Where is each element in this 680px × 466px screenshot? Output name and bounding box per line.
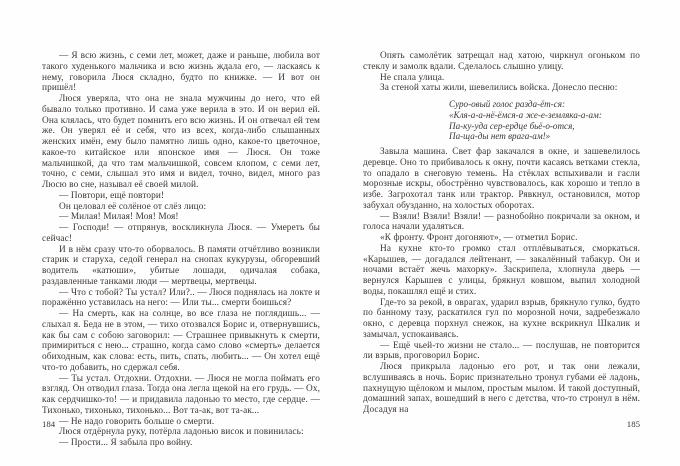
page-right-text-bottom — [363, 147, 640, 416]
song-verse — [449, 99, 640, 142]
paragraph: — Не надо говорить больше о смерти. — [59, 416, 215, 427]
paragraph: — Что с тобой? Ты устал? Или?.. — Люся поднялась на локте и поражённо уставилась на него: — Или ты... смерти боишься? — [42, 287, 320, 309]
page-number-right: 185 — [626, 419, 640, 429]
paragraph: — На смерть, как на солнце, во все глаза не поглядишь... — слыхал я. Беда не в этом, — тихо отозвался Борис и, отвернувшись, как бы сам с собою заговорил: — Страшнее привыкнуть к смерти, примириться с нею... страшно, когда само слово «смерть» делается обиходным, как слова: есть, пить, спать, любить... — Он хотел ещё что-то добавить, но сдержал себя. — [42, 309, 320, 373]
song-line: Па-ща-ды нет врага-ам!» — [449, 131, 551, 142]
page-left-text — [42, 51, 320, 449]
paragraph: Где-то за рекой, в оврагах, ударил взрыв, брякнуло гулко, будто по банному тазу, раскатился гул по морозной ночи, задребезжало окно, с деревца порхнул снежок, на кухне вскрикнул Шкалик и замычал, успокаиваясь. — [363, 297, 640, 340]
paragraph: — Повтори, ещё повтори! — [59, 190, 165, 201]
song-line: Па-ку-уда сер-ердце бьё-о-отся, — [449, 120, 575, 131]
paragraph: Не спала улица. — [380, 72, 445, 83]
paragraph: На кухне кто-то громко стал отплёвываться, сморкаться. «Карышев, — догадался лейтенант, — закалённый табакур. Он и ночами встаёт жечь махорку». Заскрипела, хлопнула дверь — вернулся Карышев с улицы, брякнул ковшом, выпил холодной воды, покашлял ещё и стих. — [363, 243, 640, 297]
page-number-left: 184 — [42, 419, 56, 429]
page-right-text-top — [363, 51, 640, 94]
paragraph: — Ты устал. Отдохни. Отдохни. — Люся не могла поймать его взгляд. Он отводил глаза. Тогда она легла щекой на его грудь. — Ох, как сердчишко-то! — и придавила ладонью то место, где сердце. — Тихонько, тихонько, тихонько... Вот та-ак, вот та-ак... — [42, 373, 320, 416]
paragraph: Завыла машина. Свет фар закачался в окне, и зашевелилось деревце. Оно то прибивалось к окну, почти касаясь ветками стекла, то опадало в снеговую темень. На стёклах вспыхивали и гасли морозные искры, обострённо чувствовалось, как хорошо и тепло в избе. Загрохотал танк или трактор. Рявкнул, остановился, мотор забухал обузданно, на холостых оборотах. — [363, 147, 640, 211]
paragraph: «К фронту. Фронт догоняют», — отметил Борис. — [380, 233, 578, 243]
paragraph: — Господи! — отпрянув, воскликнула Люся. — Умереть бы сейчас! — [42, 223, 320, 244]
paragraph: И в нём сразу что-то оборвалось. В памяти отчётливо возникли старик и старуха, седой генерал на снопах кукурузы, обгоревший водитель «катюши», убитые лошади, одичалая собака, раздавленные танками люди — мертвецы, мертвецы. — [42, 244, 320, 287]
paragraph: Он целовал её солёное от слёз лицо: — [59, 201, 207, 212]
song-line: «Кля-а-а-нё-ёмся-а же-е-земляка-а-ам: — [449, 109, 602, 120]
paragraph: — Милая! Милая! Моя! Моя! — [59, 212, 179, 223]
page-right — [363, 51, 640, 451]
paragraph: — Я всю жизнь, с семи лет, может, даже и раньше, любила вот такого худенького мальчика и всю жизнь ждала его, — ласкаясь к нему, говорила Люся складно, будто по книжке. — И вот он пришёл! — [42, 51, 320, 94]
paragraph: — Ещё чьей-то жизни не стало... — послушав, не повторится ли взрыв, проговорил Борис. — [363, 340, 640, 362]
paragraph: Люся прикрыла ладонью его рот, и так они лежали, вслушиваясь в ночь. Борис признательно тронул губами её ладонь, пахнущую щёлоком и мылом, простым мылом. И такой доступный, домашний запах, вошедший в него с детства, что-то стронул в нём. Досадуя на — [363, 362, 640, 415]
song-line: Суро-овый голос разда-ёт-ся: — [449, 99, 565, 109]
paragraph: — Взяли! Взяли! Взяли! — разнобойно покричали за окном, и голоса начали удаляться. — [363, 211, 640, 233]
paragraph: Опять самолётик затрещал над хатою, чиркнул огоньком по стеклу и замолк вдали. Сделалось слышно улицу. — [363, 51, 640, 72]
paragraph: — Прости... Я забыла про войну. — [59, 438, 193, 448]
page-left — [42, 51, 320, 451]
paragraph: Люся отдёрнула руку, потёрла ладонью висок и повинилась: — [59, 427, 304, 438]
paragraph: Люся уверяла, что она не знала мужчины до него, что ей бывало только противно. И сама уже верила в это. И он верил ей. Она клялась, что будет помнить его всю жизнь. И он отвечал ей тем же. Он уверял её и себя, что из всех, когда-либо слышанных женских имён, ему было памятно лишь одно, какое-то цветочное, какое-то китайское или японское имя — Люся. Он тоже мальчишкой, да что там мальчишкой, совсем клопом, с семи лет, точно, с семи, слышал это имя и видел, точно, видел, много раз Люсю во сне, называл её своей милой. — [42, 94, 320, 190]
paragraph: За стеной хаты жили, шевелились войска. Донесло песню: — [380, 83, 618, 94]
